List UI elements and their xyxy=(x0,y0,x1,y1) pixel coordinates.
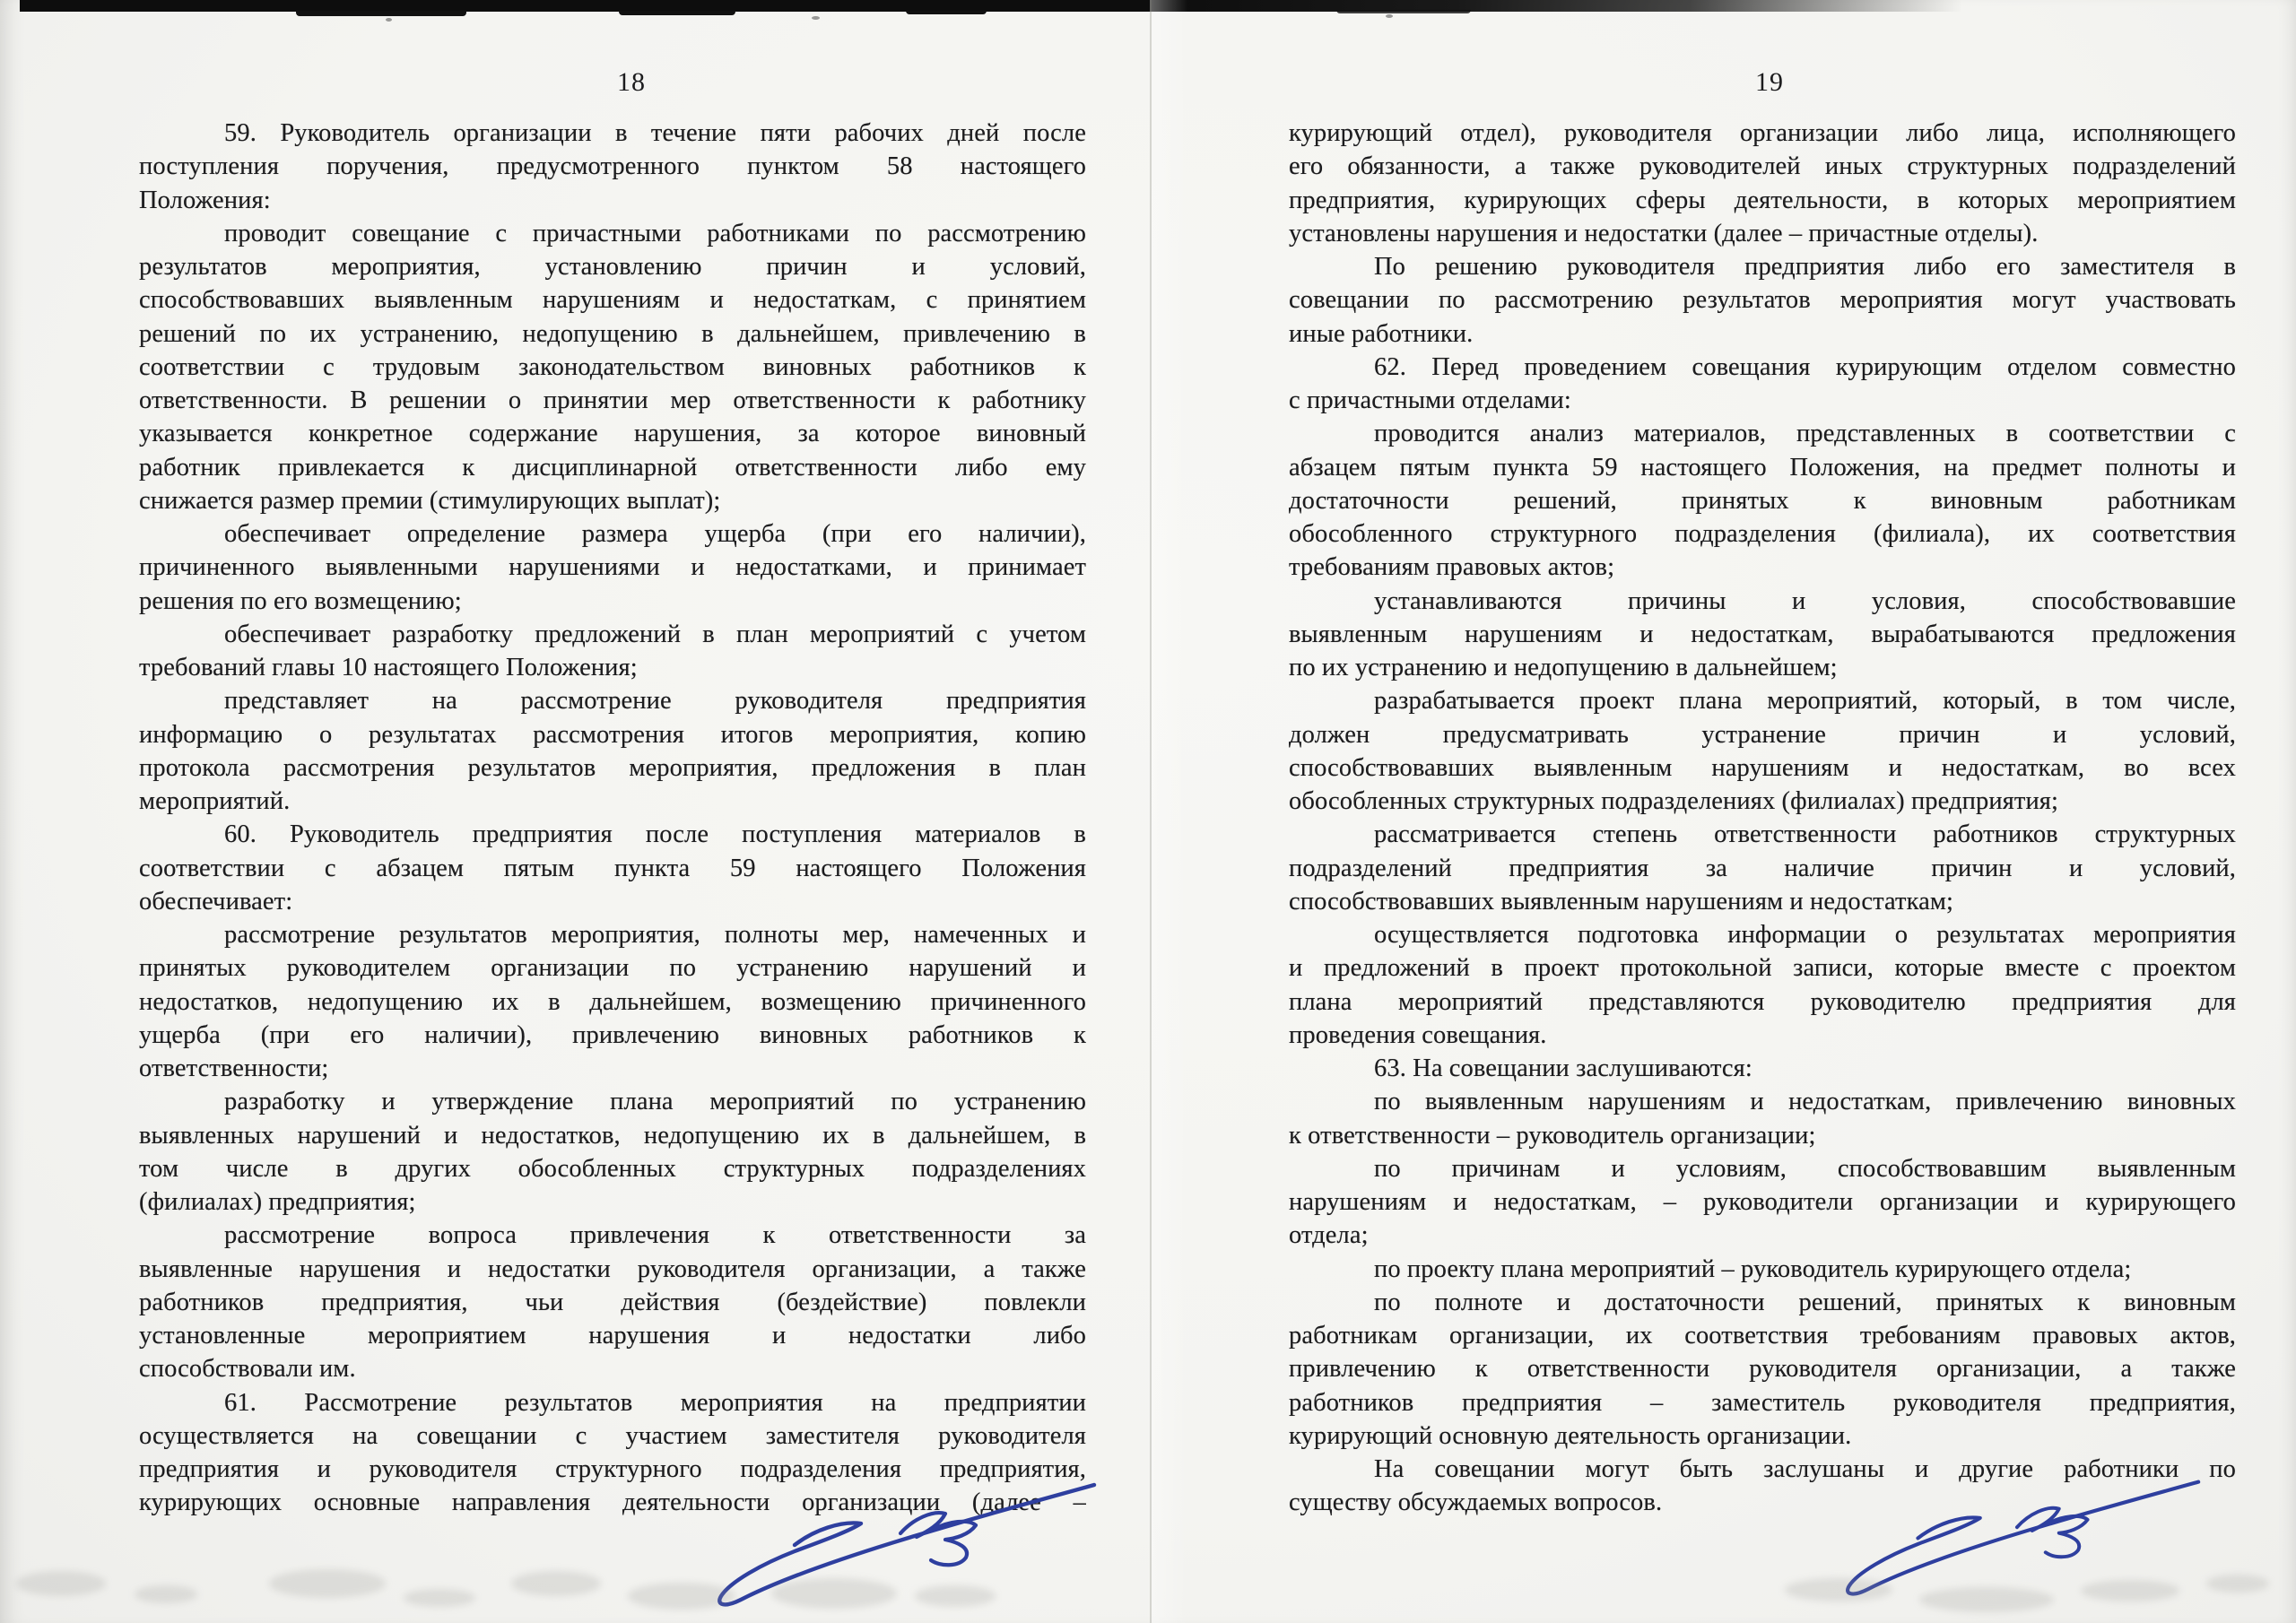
text-line: по их устранению и недопущению в дальнейшем; xyxy=(1289,654,1838,681)
text-line: плана мероприятий представляются руководителю предприятия для xyxy=(1289,987,2236,1016)
text-line: подразделений предприятия за наличие причин и условий, xyxy=(1289,854,2236,882)
bleed-through-smudge xyxy=(1919,1587,2054,1612)
text-line: рассматривается степень ответственности работников структурных xyxy=(1374,820,2236,849)
text-line: по причинам и условиям, способствовавшим выявленным xyxy=(1374,1154,2236,1183)
page xyxy=(1148,0,2296,1623)
text-line: курирующих основные направления деятельности организации (далее – xyxy=(139,1488,1086,1517)
text-line: решений по их устранению, недопущению в дальнейшем, привлечению в xyxy=(139,319,1086,348)
text-line: 61. Рассмотрение результатов мероприятия на предприятии xyxy=(224,1388,1086,1417)
text-line: по выявленным нарушениям и недостаткам, привлечению виновных xyxy=(1374,1088,2236,1116)
text-line: предприятия и руководителя структурного подразделения предприятия, xyxy=(139,1455,1086,1483)
text-line: снижается размер премии (стимулирующих выплат); xyxy=(139,486,721,515)
text-line: соответствии с трудовым законодательством виновных работников к xyxy=(139,352,1086,381)
text-line: установлены нарушения и недостатки (далее – причастные отделы). xyxy=(1289,219,2039,247)
text-line: обеспечивает: xyxy=(139,887,293,916)
text-line: по полноте и достаточности решений, принятых к виновным xyxy=(1374,1288,2236,1316)
text-line: недостатков, недопущению их в дальнейшем, возмещению причиненного xyxy=(139,987,1086,1016)
text-line: 59. Руководитель организации в течение пяти рабочих дней после xyxy=(224,119,1086,147)
text-line: устанавливаются причины и условия, способствовавшие xyxy=(1374,586,2236,615)
bleed-through-smudge xyxy=(628,1583,735,1610)
text-line: рассмотрение вопроса привлечения к ответственности за xyxy=(224,1221,1086,1250)
text-line: (филиалах) предприятия; xyxy=(139,1188,416,1216)
text-line: к ответственности – руководитель организации; xyxy=(1289,1121,1816,1150)
page-number: 18 xyxy=(617,67,646,97)
text-line: должен предусматривать устранение причин и условий, xyxy=(1289,720,2236,749)
text-line: 62. Перед проведением совещания курирующим отделом совместно xyxy=(1374,352,2236,381)
text-block xyxy=(139,117,1086,1520)
text-line: обеспечивает разработку предложений в план мероприятий с учетом xyxy=(224,620,1086,648)
signature-ink xyxy=(689,1476,1110,1610)
text-line: курирующий основную деятельность организации. xyxy=(1289,1421,1852,1450)
text-line: иные работники. xyxy=(1289,319,1474,348)
text-line: На совещании могут быть заслушаны и другие работники по xyxy=(1374,1455,2236,1483)
text-line: ущерба (при его наличии), привлечению виновных работников к xyxy=(139,1020,1086,1049)
text-line: поступления поручения, предусмотренного пунктом 58 настоящего xyxy=(139,152,1086,181)
text-line: работников предприятия, чьи действия (бездействие) повлекли xyxy=(139,1288,1086,1316)
text-line: протокола рассмотрения результатов мероприятия, предложения в план xyxy=(139,753,1086,782)
text-line: мероприятий. xyxy=(139,787,291,815)
text-line: обеспечивает определение размера ущерба (при его наличии), xyxy=(224,520,1086,548)
bleed-through-smudge xyxy=(1785,1578,1892,1601)
text-line: и предложений в проект протокольной записи, которые вместе с проектом xyxy=(1289,954,2236,983)
bleed-through-smudge xyxy=(404,1589,475,1607)
text-line: достаточности решений, принятых к виновным работникам xyxy=(1289,486,2236,515)
text-line: привлечению к ответственности руководителя организации, а также xyxy=(1289,1355,2236,1384)
text-line: способствовавших выявленным нарушениям и недостаткам, во всех xyxy=(1289,753,2236,782)
text-line: ответственности. В решении о принятии мер ответственности к работнику xyxy=(139,386,1086,414)
text-line: требований главы 10 настоящего Положения; xyxy=(139,654,638,681)
bleed-through-smudge xyxy=(2081,1580,2179,1601)
bleed-through-smudge xyxy=(511,1571,601,1596)
page-number: 19 xyxy=(1755,67,1784,97)
text-line: 60. Руководитель предприятия после поступления материалов в xyxy=(224,820,1086,849)
text-line: информацию о результатах рассмотрения итогов мероприятия, копию xyxy=(139,720,1086,749)
text-line: работник привлекается к дисциплинарной ответственности либо ему xyxy=(139,453,1086,482)
text-line: осуществляется на совещании с участием заместителя руководителя xyxy=(139,1421,1086,1450)
text-line: предприятия, курирующих сферы деятельности, в которых мероприятием xyxy=(1289,186,2236,214)
text-line: способствовавших выявленным нарушениям и недостаткам, с принятием xyxy=(139,286,1086,315)
text-block xyxy=(1289,117,2236,1520)
text-line: указывается конкретное содержание нарушения, за которое виновный xyxy=(139,420,1086,448)
text-line: обособленных структурных подразделениях (филиалах) предприятия; xyxy=(1289,787,2059,815)
text-line: разработку и утверждение плана мероприятий по устранению xyxy=(224,1088,1086,1116)
text-line: 63. На совещании заслушиваются: xyxy=(1374,1055,1752,1082)
text-line: его обязанности, а также руководителей иных структурных подразделений xyxy=(1289,152,2236,181)
text-line: нарушениям и недостаткам, – руководители организации и курирующего xyxy=(1289,1188,2236,1216)
text-line: работников предприятия – заместитель руководителя предприятия, xyxy=(1289,1388,2236,1417)
text-line: результатов мероприятия, установлению причин и условий, xyxy=(139,253,1086,281)
text-line: соответствии с абзацем пятым пункта 59 настоящего Положения xyxy=(139,854,1086,882)
text-line: По решению руководителя предприятия либо его заместителя в xyxy=(1374,253,2236,281)
bleed-through-smudge xyxy=(771,1578,897,1609)
text-line: работникам организации, их соответствия требованиям правовых актов, xyxy=(1289,1322,2236,1350)
text-line: установленные мероприятием нарушения и недостатки либо xyxy=(139,1322,1086,1350)
text-line: представляет на рассмотрение руководителя предприятия xyxy=(224,687,1086,716)
text-line: проводит совещание с причастными работниками по рассмотрению xyxy=(224,219,1086,247)
text-line: выявленных нарушений и недостатков, недопущению их в дальнейшем, в xyxy=(139,1121,1086,1150)
text-line: абзацем пятым пункта 59 настоящего Положения, на предмет полноты и xyxy=(1289,453,2236,482)
text-line: обособленного структурного подразделения (филиала), их соответствия xyxy=(1289,520,2236,548)
text-line: рассмотрение результатов мероприятия, полноты мер, намеченных и xyxy=(224,921,1086,949)
text-line: проведения совещания. xyxy=(1289,1020,1547,1049)
text-line: проводится анализ материалов, представленных в соответствии с xyxy=(1374,420,2236,448)
bleed-through-smudge xyxy=(915,1585,996,1607)
bleed-through-smudge xyxy=(135,1585,197,1603)
text-line: с причастными отделами: xyxy=(1289,386,1571,414)
bleed-through-smudge xyxy=(269,1569,386,1598)
bleed-through-smudge xyxy=(16,1571,106,1596)
text-line: способствовавших выявленным нарушениям и недостаткам; xyxy=(1289,887,1954,916)
text-line: существу обсуждаемых вопросов. xyxy=(1289,1488,1663,1517)
text-line: выявленные нарушения и недостатки руководителя организации, а также xyxy=(139,1254,1086,1283)
text-line: отдела; xyxy=(1289,1221,1369,1250)
text-line: по проекту плана мероприятий – руководитель курирующего отдела; xyxy=(1374,1254,2132,1283)
text-line: причиненного выявленными нарушениями и недостатками, и принимает xyxy=(139,553,1086,582)
text-line: способствовали им. xyxy=(139,1355,356,1384)
text-line: ответственности; xyxy=(139,1055,329,1082)
text-line: осуществляется подготовка информации о результатах мероприятия xyxy=(1374,921,2236,949)
text-line: Положения: xyxy=(139,186,271,214)
text-line: принятых руководителем организации по устранению нарушений и xyxy=(139,954,1086,983)
text-line: решения по его возмещению; xyxy=(139,586,462,615)
bleed-through-smudge xyxy=(2206,1575,2269,1593)
text-line: том числе в других обособленных структурных подразделениях xyxy=(139,1154,1086,1183)
text-line: выявленным нарушениям и недостаткам, вырабатываются предложения xyxy=(1289,620,2236,648)
signature-icon xyxy=(689,1476,1110,1610)
text-line: разрабатывается проект плана мероприятий, который, в том числе, xyxy=(1374,687,2236,716)
text-line: курирующий отдел), руководителя организации либо лица, исполняющего xyxy=(1289,119,2236,147)
text-line: требованиям правовых актов; xyxy=(1289,553,1615,582)
text-line: совещании по рассмотрению результатов мероприятия могут участвовать xyxy=(1289,286,2236,315)
